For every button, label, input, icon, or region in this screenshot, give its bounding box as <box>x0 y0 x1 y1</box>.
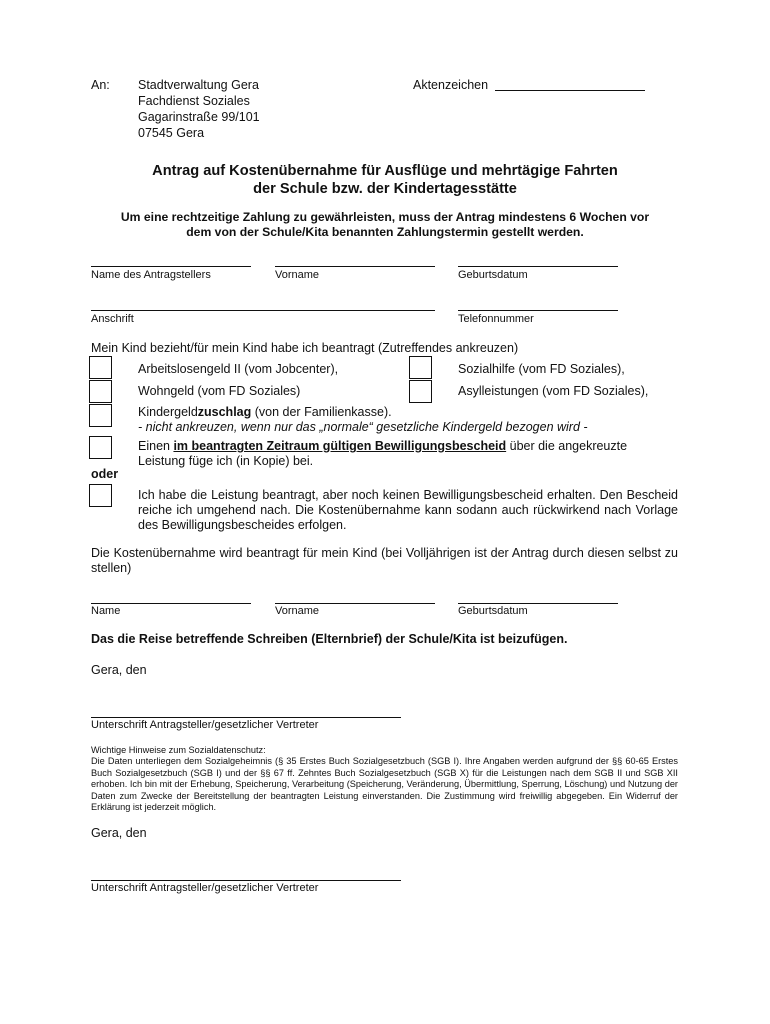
pending-checkbox[interactable] <box>89 484 112 507</box>
recipient-line-1: Stadtverwaltung Gera <box>138 78 259 92</box>
recipient-line-4: 07545 Gera <box>138 126 205 140</box>
applicant-firstname-label: Vorname <box>275 269 320 281</box>
sozialhilfe-checkbox[interactable] <box>409 356 432 379</box>
kinderzuschlag-label: Kindergeldzuschlag (von der Familienkasse). <box>138 405 392 419</box>
place-date-1: Gera, den <box>91 663 147 677</box>
form-title-line-1: Antrag auf Kostenübernahme für Ausflüge und mehrtägige Fahrten <box>152 163 618 179</box>
recipient-line-3: Gagarinstraße 99/101 <box>138 110 260 124</box>
reference-field[interactable] <box>495 90 645 91</box>
deadline-notice-line-2: dem von der Schule/Kita benannten Zahlungstermin gestellt werden. <box>186 225 584 239</box>
benefits-intro: Mein Kind bezieht/für mein Kind habe ich beantragt (Zutreffendes ankreuzen) <box>91 341 519 355</box>
asyl-checkbox[interactable] <box>409 380 432 403</box>
attachment-note: Das die Reise betreffende Schreiben (Elternbrief) der Schule/Kita ist beizufügen. <box>91 632 568 646</box>
bescheid-checkbox[interactable] <box>89 436 112 459</box>
bescheid-label: Einen im beantragten Zeitraum gültigen Bewilligungsbescheid über die angekreuzte <box>138 439 628 453</box>
child-firstname-label: Vorname <box>275 605 320 617</box>
child-name-label: Name <box>91 605 121 617</box>
bescheid-label-line-2: Leistung füge ich (in Kopie) bei. <box>138 454 314 468</box>
applicant-phone-label: Telefonnummer <box>458 313 534 325</box>
oder-label: oder <box>91 467 119 481</box>
signature-field-2[interactable] <box>91 880 401 881</box>
signature-label-1: Unterschrift Antragsteller/gesetzlicher Vertreter <box>91 719 319 731</box>
asyl-label: Asylleistungen (vom FD Soziales), <box>458 384 649 398</box>
to-label: An: <box>91 78 110 92</box>
alg2-label: Arbeitslosengeld II (vom Jobcenter), <box>138 362 339 376</box>
pending-text: Ich habe die Leistung beantragt, aber noch keinen Bewilligungsbescheid erhalten. Den Bescheid reiche ich umgehend nach. Die Kostenübernahme kann sodann auch rückwirkend nach Vorlage des Bewilligungsbescheides erfolgen. <box>138 488 678 532</box>
kinderzuschlag-note: - nicht ankreuzen, wenn nur das „normale“ gesetzliche Kindergeld bezogen wird - <box>138 420 588 434</box>
applicant-address-label: Anschrift <box>91 313 134 325</box>
signature-label-2: Unterschrift Antragsteller/gesetzlicher Vertreter <box>91 882 319 894</box>
applicant-birthdate-label: Geburtsdatum <box>458 269 528 281</box>
deadline-notice-line-1: Um eine rechtzeitige Zahlung zu gewährleisten, muss der Antrag mindestens 6 Wochen vor <box>120 210 650 224</box>
recipient-line-2: Fachdienst Soziales <box>138 94 250 108</box>
signature-field-1[interactable] <box>91 717 401 718</box>
child-birthdate-label: Geburtsdatum <box>458 605 528 617</box>
applicant-firstname-field[interactable] <box>275 266 435 267</box>
place-date-2: Gera, den <box>91 826 147 840</box>
applicant-name-field[interactable] <box>91 266 251 267</box>
alg2-checkbox[interactable] <box>89 356 112 379</box>
applicant-birthdate-field[interactable] <box>458 266 618 267</box>
privacy-heading: Wichtige Hinweise zum Sozialdatenschutz: <box>91 745 266 755</box>
applicant-address-field[interactable] <box>91 310 435 311</box>
child-firstname-field[interactable] <box>275 603 435 604</box>
wohngeld-checkbox[interactable] <box>89 380 112 403</box>
kinderzuschlag-checkbox[interactable] <box>89 404 112 427</box>
applicant-phone-field[interactable] <box>458 310 618 311</box>
privacy-text: Die Daten unterliegen dem Sozialgeheimnis (§ 35 Erstes Buch Sozialgesetzbuch (SGB I). Ihre Angaben werden aufgrund der §§ 60-65 Erstes Buch Sozialgesetzbuch (SGB I) und der §§ 67 ff. Zehntes Buch Sozialgesetzbuch (SGB X) für die Leistungen nach dem SGB II und SGB XII erhoben. Ich bin mit der Erhebung, Speicherung, Verarbeitung (Speicherung, Veränderung, Übermittlung, Sperrung, Löschung) und Nutzung der Daten zum Zwecke der Bereitstellung der beantragten Leistung einverstanden. Die Zustimmung wird freiwillig abgegeben. Ein Widerruf der Erklärung ist jederzeit möglich. <box>91 756 678 812</box>
sozialhilfe-label: Sozialhilfe (vom FD Soziales), <box>458 362 625 376</box>
child-intro: Die Kostenübernahme wird beantragt für mein Kind (bei Volljährigen ist der Antrag durch diesen selbst zu stellen) <box>91 546 678 575</box>
form-title-line-2: der Schule bzw. der Kindertagesstätte <box>253 181 517 197</box>
wohngeld-label: Wohngeld (vom FD Soziales) <box>138 384 301 398</box>
child-birthdate-field[interactable] <box>458 603 618 604</box>
applicant-name-label: Name des Antragstellers <box>91 269 211 281</box>
reference-label: Aktenzeichen <box>413 78 489 92</box>
child-name-field[interactable] <box>91 603 251 604</box>
